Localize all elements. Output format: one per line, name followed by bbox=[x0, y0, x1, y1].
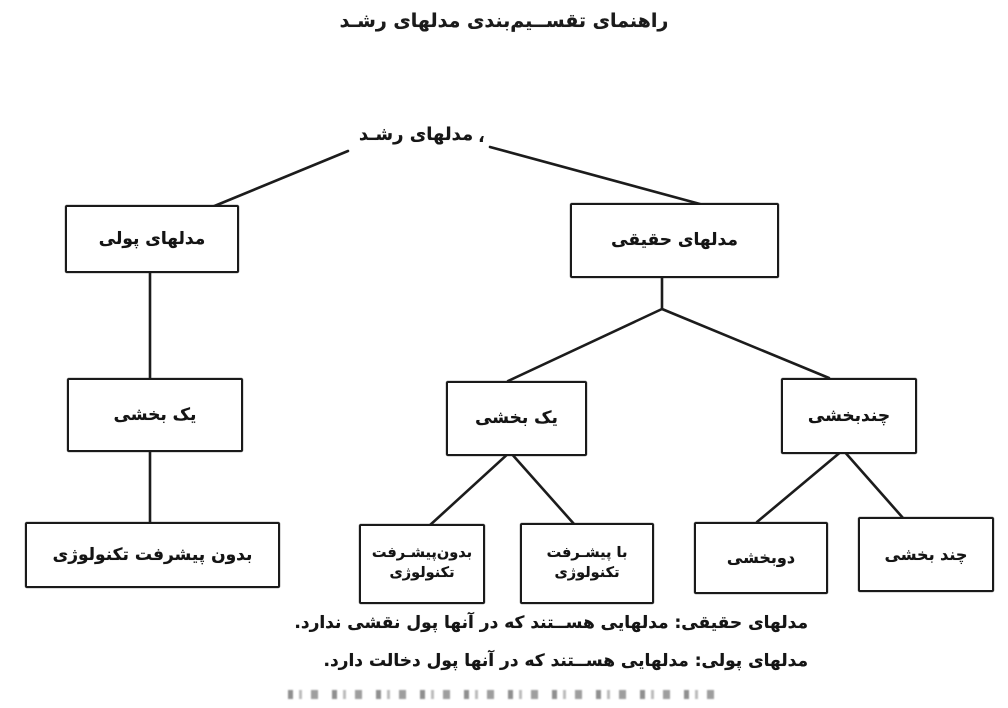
node-label: یک بخشی bbox=[475, 408, 558, 429]
node-with-tech-progress bbox=[520, 523, 654, 604]
node-label: بدون پیشرفت تکنولوژی bbox=[52, 544, 253, 565]
node-label: مدلهای پولی bbox=[98, 228, 206, 249]
node-label: دوبخشی bbox=[726, 548, 796, 568]
footnote-real-models: مدلهای حقیقی: مدلهایی هســتند که در آنها پول نقشی ندارد. bbox=[294, 613, 808, 633]
connector-one-sector-to-without-tech bbox=[429, 452, 510, 526]
connector-real-to-multi-sector bbox=[662, 309, 829, 378]
node-monetary-models bbox=[65, 205, 239, 273]
node-real-one-sector bbox=[446, 381, 587, 456]
node-real-models bbox=[570, 203, 779, 278]
node-growth-models-root: مدلهای رشـد bbox=[358, 124, 474, 145]
connector-multi-to-two-sector bbox=[757, 450, 843, 522]
connector-one-sector-to-with-tech bbox=[510, 452, 574, 524]
root-comma-mark: ، bbox=[478, 126, 485, 147]
node-real-multi-sector bbox=[781, 378, 917, 454]
node-label-line2: تکنولوژی bbox=[554, 564, 620, 581]
connector-root-to-real bbox=[490, 147, 700, 204]
page-title: راهنمای تقســیم‌بندی مدلهای رشـد bbox=[339, 10, 669, 32]
cutoff-text-remnant bbox=[282, 690, 720, 699]
node-monetary-one-sector bbox=[67, 378, 243, 452]
node-without-tech-progress bbox=[359, 524, 485, 604]
node-label: چند بخشی bbox=[884, 544, 968, 564]
node-label: یک بخشی bbox=[113, 404, 197, 425]
node-multi-sector bbox=[858, 517, 994, 592]
node-two-sector bbox=[694, 522, 828, 594]
connector-root-to-monetary bbox=[212, 151, 348, 207]
node-label: مدلهای حقیقی bbox=[611, 230, 738, 251]
node-label-line2: تکنولوژی bbox=[389, 565, 455, 581]
footnote-monetary-models: مدلهای پولی: مدلهایی هســتند که در آنها پول دخالت دارد. bbox=[323, 651, 808, 671]
connector-real-to-one-sector bbox=[508, 309, 662, 381]
node-no-tech-progress bbox=[25, 522, 280, 588]
node-label-line1: با پیشـرفت bbox=[546, 544, 628, 561]
node-label-line1: بدون‌پیشـرفت bbox=[371, 545, 473, 562]
connector-multi-to-multi-sector bbox=[843, 450, 903, 518]
node-label: چندبخشی bbox=[807, 405, 891, 426]
